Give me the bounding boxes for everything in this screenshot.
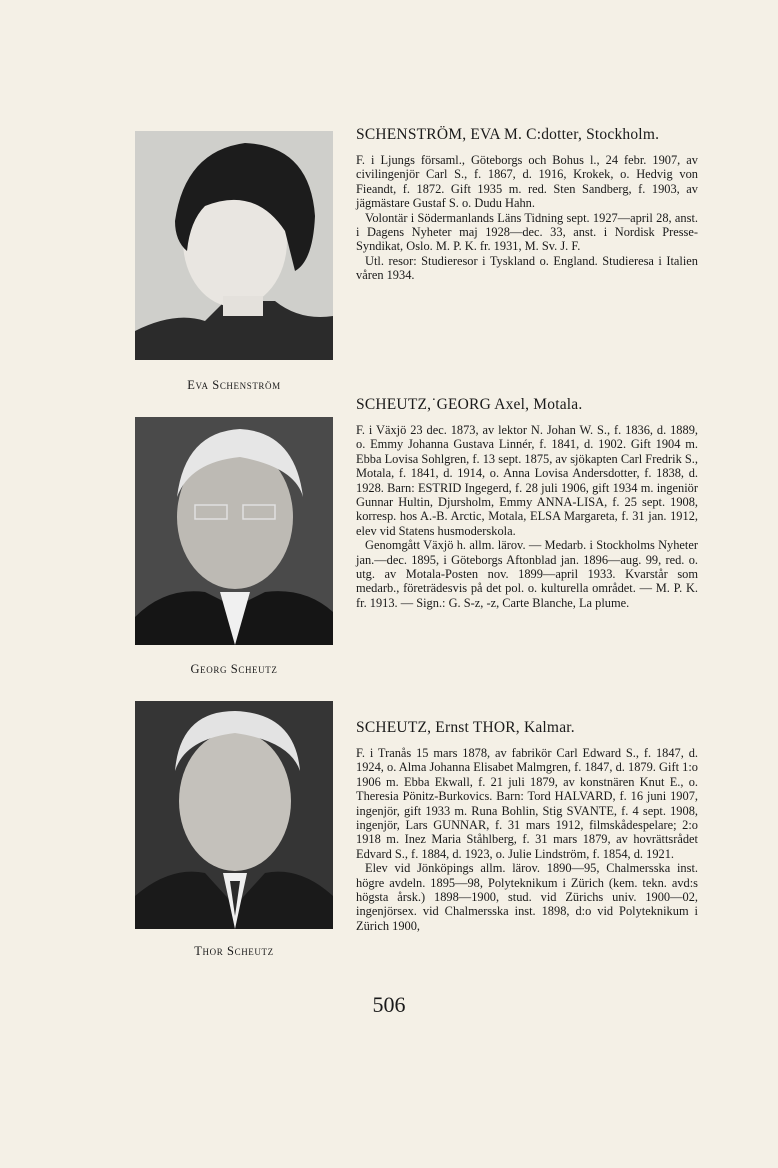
- photo-caption: Eva Schenström: [187, 378, 281, 392]
- entry-heading: SCHENSTRÖM, EVA M. C:dotter, Stockholm.: [356, 126, 660, 143]
- entry-paragraph: F. i Ljungs församl., Göteborgs och Bohus l., 24 febr. 1907, av civilingenjör Carl S., f. 1867, d. 1916, Krokek, o. Hedvig von Fieandt, f. 1872. Gift 1935 m. red. Sten Sandberg, f. 1903, av jägmästare Gustaf S. o. Dudu Hahn.: [356, 153, 698, 211]
- page-number: 506: [372, 992, 406, 1017]
- entry-paragraph: Genomgått Växjö h. allm. lärov. — Medarb. i Stockholms Nyheter jan.—dec. 1895, i Göteborgs Aftonblad jan. 1896—aug. 99, red. o. utg. av Motala-Posten nov. 1899—april 1933. Kvarstår som medarb., företrädesvis på det pol. o. kulturella området. — M. P. K. fr. 1913. — Sign.: G. S-z, -z, Carte Blanche, La plume.: [356, 538, 698, 610]
- entry-paragraph: Utl. resor: Studieresor i Tyskland o. England. Studieresa i Italien våren 1934.: [356, 253, 698, 283]
- portrait-photo-thor-scheutz: [135, 701, 333, 929]
- portrait-photo-georg-scheutz: [135, 417, 333, 645]
- entry-paragraph: Volontär i Södermanlands Läns Tidning sept. 1927—april 28, anst. i Dagens Nyheter maj 1928—dec. 33, anst. i Nordisk Presse-Syndikat, Oslo. M. P. K. fr. 1931, M. Sv. J. F.: [356, 210, 698, 254]
- entry-paragraph: F. i Tranås 15 mars 1878, av fabrikör Carl Edward S., f. 1847, d. 1924, o. Alma Johanna Elisabet Malmgren, f. 1847, d. 1879. Gift 1:o 1906 m. Ebba Ekwall, f. 21 juli 1879, av konstnären Knut E., o. Theresia Pönitz-Burkovics. Barn: Tord HALVARD, f. 16 juni 1907, ingenjör, gift 1933 m. Runa Bohlin, Stig SVANTE, f. 4 sept. 1908, ingenjör, Lars GUNNAR, f. 31 mars 1912, filmskådespelare; 2:o 1918 m. Inez Maria Ståhlberg, f. 31 mars 1879, av hovrättsrådet Edvard S., f. 1884, d. 1923, o. Julie Lindström, f. 1854, d. 1921.: [356, 746, 698, 861]
- photo-caption: Georg Scheutz: [190, 662, 278, 676]
- entry-paragraph: Elev vid Jönköpings allm. lärov. 1890—95, Chalmersska inst. högre avdeln. 1895—98, Polyteknikum i Zürich (kem. tekn. avd:s högsta årsk.) 1898—1900, stud. vid Zürichs univ. 1900—02, ingenjörsex. vid Chalmersska inst. 1898, d:o vid Polyteknikum i Zürich 1900,: [356, 861, 698, 933]
- biography-entry-georg-scheutz: [356, 396, 698, 610]
- portrait-photo-eva-schenstrom: [135, 131, 333, 360]
- entry-paragraph: F. i Växjö 23 dec. 1873, av lektor N. Johan W. S., f. 1836, d. 1889, o. Emmy Johanna Gustava Linnér, f. 1841, d. 1902. Gift 1904 m. Ebba Lovisa Sohlgren, f. 13 sept. 1875, av sjökapten Carl Fredrik S., Motala, f. 1841, d. 1914, o. Anna Lovisa Andersdotter, f. 1838, d. 1928. Barn: ESTRID Ingegerd, f. 28 juli 1906, gift 1934 m. ingeniör Gunnar Hultin, Djursholm, Emmy ANNA-LISA, f. 25 sept. 1908, korresp. hos A.-B. Arctic, Motala, ELSA Margareta, f. 31 jan. 1912, elev vid Statens husmoderskola.: [356, 423, 698, 538]
- entry-heading: SCHEUTZ,˙GEORG Axel, Motala.: [356, 396, 583, 413]
- photo-caption: Thor Scheutz: [194, 944, 274, 958]
- entry-heading: SCHEUTZ, Ernst THOR, Kalmar.: [356, 719, 575, 736]
- biography-entry-thor-scheutz: [356, 719, 698, 933]
- biography-entry-schenstrom: [356, 126, 698, 283]
